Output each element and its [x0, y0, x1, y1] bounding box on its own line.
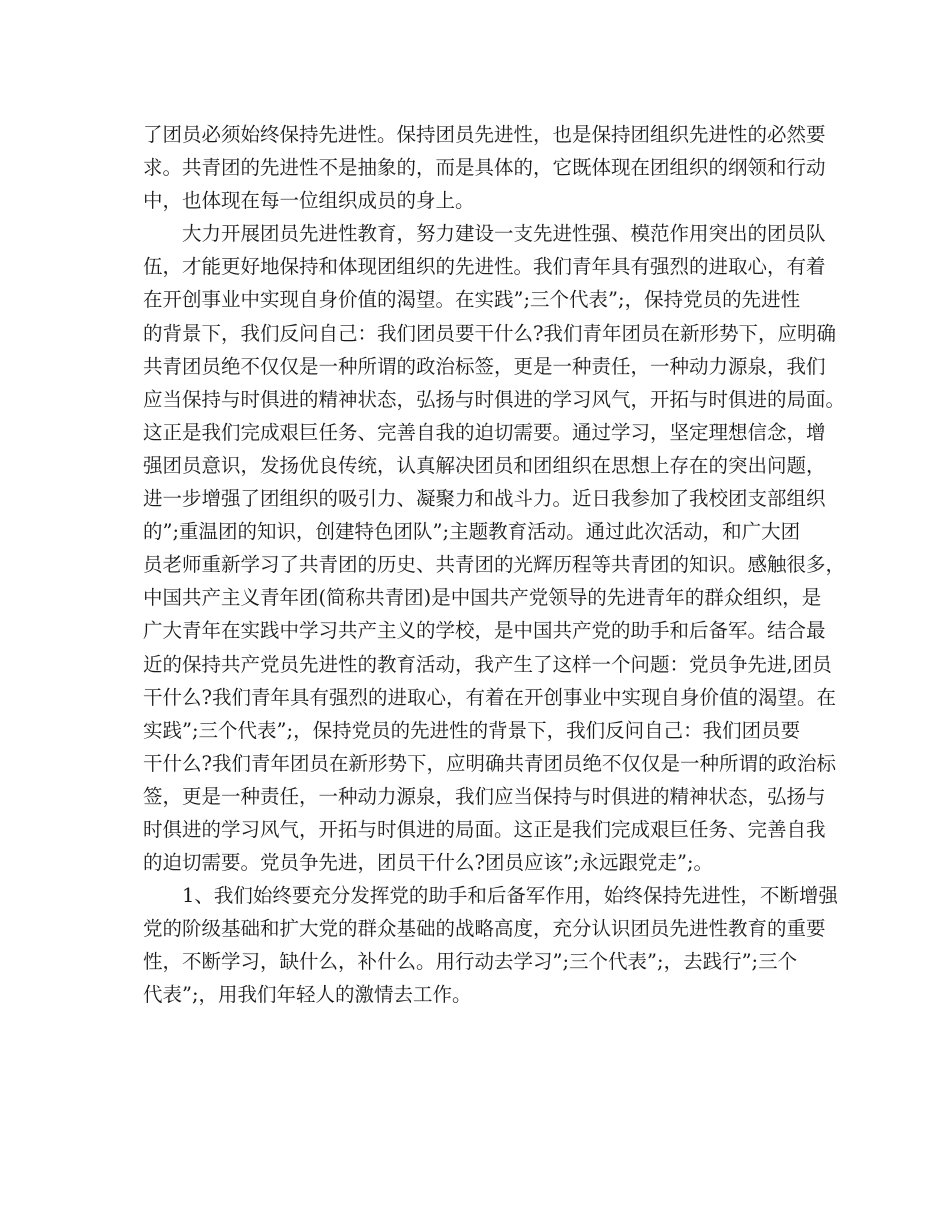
text-line: 的”;重温团的知识，创建特色团队”;主题教育活动。通过此次活动，和广大团: [143, 520, 801, 544]
text-line: 中，也体现在每一位组织成员的身上。: [143, 189, 475, 213]
text-line: 签，更是一种责任，一种动力源泉，我们应当保持与时俱进的精神状态，弘扬与: [143, 784, 826, 808]
text-line: 应当保持与时俱进的精神状态，弘扬与时俱进的学习风气，开拓与时俱进的局面。: [143, 387, 846, 411]
text-line: 代表”;，用我们年轻人的激情去工作。: [143, 983, 472, 1007]
body-text: [143, 118, 846, 1012]
text-line: 员老师重新学习了共青团的历史、共青团的光辉历程等共青团的知识。感触很多，: [143, 553, 846, 577]
text-line: 干什么?我们青年具有强烈的进取心，有着在开创事业中实现自身价值的渴望。在: [143, 685, 836, 709]
text-line: 求。共青团的先进性不是抽象的，而是具体的，它既体现在团组织的纲领和行动: [143, 156, 826, 180]
text-line: 进一步增强了团组织的吸引力、凝聚力和战斗力。近日我参加了我校团支部组织: [143, 487, 826, 511]
text-line: 在开创事业中实现自身价值的渴望。在实践”;三个代表”;，保持党员的先进性: [143, 288, 801, 312]
text-line: 了团员必须始终保持先进性。保持团员先进性，也是保持团组织先进性的必然要: [143, 123, 826, 146]
text-line: 伍，才能更好地保持和体现团组织的先进性。我们青年具有强烈的进取心，有着: [143, 255, 826, 279]
text-line: 近的保持共产党员先进性的教育活动，我产生了这样一个问题：党员争先进,团员: [143, 652, 832, 676]
text-line: 实践”;三个代表”;，保持党员的先进性的背景下，我们反问自己：我们团员要: [143, 718, 801, 742]
text-line: 干什么?我们青年团员在新形势下，应明确共青团员绝不仅仅是一种所谓的政治标: [143, 751, 836, 775]
text-line: 共青团员绝不仅仅是一种所谓的政治标签，更是一种责任，一种动力源泉，我们: [143, 354, 826, 378]
text-line: 大力开展团员先进性教育，努力建设一支先进性强、模范作用突出的团员队: [143, 222, 826, 246]
text-line: 这正是我们完成艰巨任务、完善自我的迫切需要。通过学习，坚定理想信念，增: [143, 420, 826, 444]
text-line: 的迫切需要。党员争先进，团员干什么?团员应该”;永远跟党走”;。: [143, 851, 714, 875]
text-line: 性，不断学习，缺什么，补什么。用行动去学习”;三个代表”;，去践行”;三个: [143, 950, 798, 974]
text-line: 1、我们始终要充分发挥党的助手和后备军作用，始终保持先进性，不断增强: [143, 884, 838, 908]
text-line: 强团员意识，发扬优良传统，认真解决团员和团组织在思想上存在的突出问题，: [143, 453, 826, 477]
text-line: 的背景下，我们反问自己：我们团员要干什么?我们青年团员在新形势下，应明确: [143, 321, 836, 345]
text-line: 中国共产主义青年团(简称共青团)是中国共产党领导的先进青年的群众组织，是: [143, 586, 822, 610]
text-line: 广大青年在实践中学习共产主义的学校，是中国共产党的助手和后备军。结合最: [143, 619, 826, 643]
text-line: 时俱进的学习风气，开拓与时俱进的局面。这正是我们完成艰巨任务、完善自我: [143, 817, 826, 841]
text-line: 党的阶级基础和扩大党的群众基础的战略高度，充分认识团员先进性教育的重要: [143, 917, 826, 941]
